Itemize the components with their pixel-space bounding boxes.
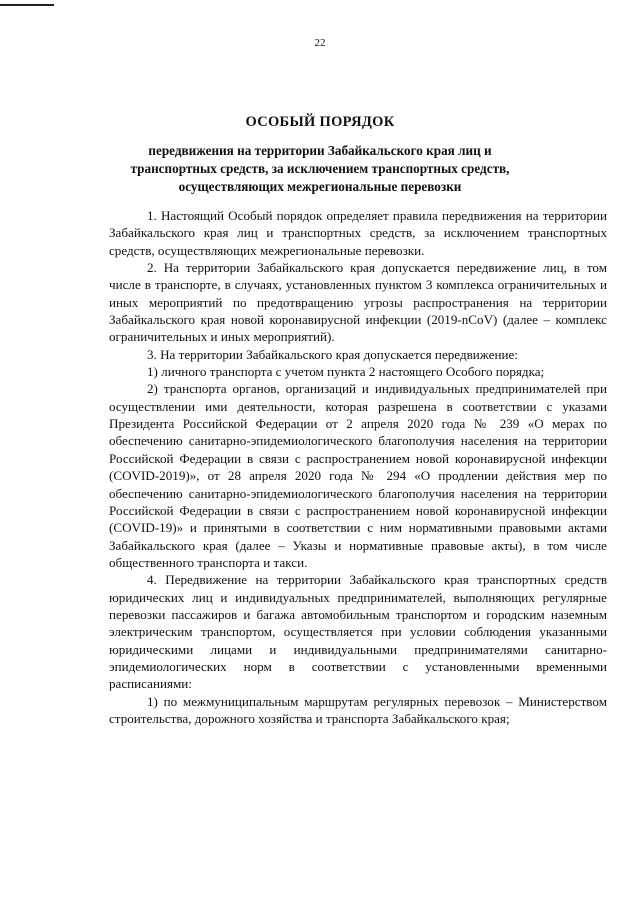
subtitle-line: осуществляющих межрегиональные перевозки (178, 179, 462, 194)
document-subtitle (0, 142, 640, 196)
paragraph-subitem-4-1: 1) по межмуниципальным маршрутам регулярных перевозок – Министерством строительства, дорожного хозяйства и транспорта Забайкальского края; (109, 693, 607, 726)
paragraph-item-4: 4. Передвижение на территории Забайкальского края транспортных средств юридических лиц и индивидуальных предпринимателей, выполняющих регулярные перевозки пассажиров и багажа автомобильным транспортом и городским наземным электрическим транспортом, осуществляется при условии соблюдения указанными юридическими лицами и индивидуальными предпринимателями санитарно-эпидемиологических норм в соответствии с установленными временными расписаниями: (109, 572, 607, 692)
paragraph-item-2: 2. На территории Забайкальского края допускается передвижение лиц, в том числе в транспорте, в случаях, установленных пунктом 3 комплекса ограничительных и иных мероприятий по предотвращению угрозы распространения на территории Забайкальского края новой коронавирусной инфекции (2019-nCoV) (далее – комплекс ограничительных и иных мероприятий). (109, 260, 607, 345)
subtitle-line: передвижения на территории Забайкальского края лиц и (148, 143, 492, 158)
document-heading (0, 114, 640, 196)
paragraph-subitem-3-1: 1) личного транспорта с учетом пункта 2 настоящего Особого порядка; (147, 364, 545, 380)
subtitle-line: транспортных средств, за исключением транспортных средств, (130, 161, 510, 176)
paragraph-item-1: 1. Настоящий Особый порядок определяет правила передвижения на территории Забайкальского края лиц и транспортных средств, за исключением транспортных средств, осуществляющих межрегиональные перевозки. (109, 208, 607, 258)
document-title: ОСОБЫЙ ПОРЯДОК (245, 114, 395, 130)
scan-corner-mark (0, 4, 54, 6)
document-body (109, 207, 607, 727)
paragraph-subitem-3-2: 2) транспорта органов, организаций и индивидуальных предпринимателей при осуществлении ими деятельности, которая разрешена в соответствии с указами Президента Российской Федерации от 2 апреля 2020 года № 239 «О мерах по обеспечению санитарно-эпидемиологического благополучия населения на территории Российской Федерации в связи с распространением новой коронавирусной инфекции (COVID-2019)», от 28 апреля 2020 года № 294 «О продлении действия мер по обеспечению санитарно-эпидемиологического благополучия населения на территории Российской Федерации в связи с распространением новой коронавирусной инфекции (COVID-19)» и принятыми в соответствии с ним нормативными правовыми актами Забайкальского края (далее – Указы и нормативные правовые акты), в том числе общественного транспорта и такси. (109, 381, 607, 570)
page-number: 22 (314, 37, 326, 49)
paragraph-item-3: 3. На территории Забайкальского края допускается передвижение: (147, 346, 518, 362)
